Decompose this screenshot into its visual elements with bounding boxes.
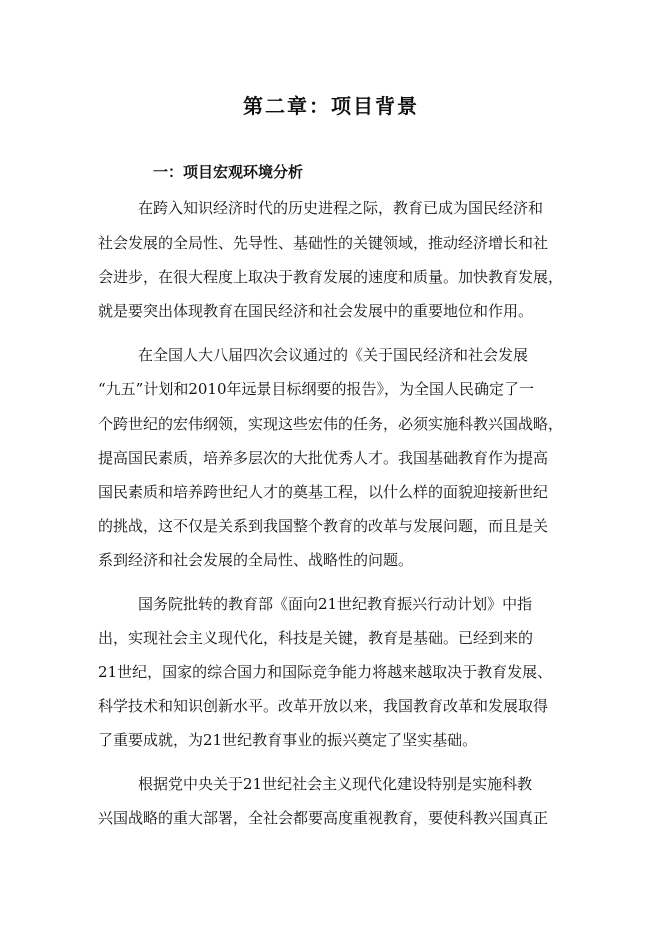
paragraph-3-line-2: 出，实现社会主义现代化，科技是关键，教育是基础。已经到来的 bbox=[98, 629, 534, 647]
chapter-title: 第二章：项目背景 bbox=[243, 94, 419, 118]
paragraph-2-line-2: “九五”计划和2010年远景目标纲要的报告》，为全国人民确定了一 bbox=[98, 380, 535, 398]
paragraph-2-line-6: 的挑战，这不仅是关系到我国整个教育的改革与发展问题，而且是关 bbox=[98, 517, 549, 535]
paragraph-3-line-1: 国务院批转的教育部《面向21世纪教育振兴行动计划》中指 bbox=[138, 595, 533, 613]
paragraph-3-line-5: 了重要成就，为21世纪教育事业的振兴奠定了坚实基础。 bbox=[98, 731, 478, 749]
paragraph-2-line-7: 系到经济和社会发展的全局性、战略性的问题。 bbox=[98, 551, 414, 569]
section-heading: 一：项目宏观环境分析 bbox=[153, 163, 304, 181]
paragraph-4-line-2: 兴国战略的重大部署，全社会都要高度重视教育，要使科教兴国真正 bbox=[98, 809, 549, 827]
paragraph-2-line-5: 国民素质和培养跨世纪人才的奠基工程，以什么样的面貌迎接新世纪 bbox=[98, 483, 549, 501]
paragraph-1-line-3: 会进步，在很大程度上取决于教育发展的速度和质量。加快教育发展， bbox=[98, 268, 564, 286]
paragraph-1-line-2: 社会发展的全局性、先导性、基础性的关键领域，推动经济增长和社 bbox=[98, 234, 549, 252]
paragraph-4-line-1: 根据党中央关于21世纪社会主义现代化建设特别是实施科教 bbox=[138, 775, 533, 793]
paragraph-2-line-3: 个跨世纪的宏伟纲领，实现这些宏伟的任务，必须实施科教兴国战略， bbox=[98, 415, 564, 433]
paragraph-3-line-4: 科学技术和知识创新水平。改革开放以来，我国教育改革和发展取得 bbox=[98, 697, 549, 715]
paragraph-3-line-3: 21世纪，国家的综合国力和国际竞争能力将越来越取决于教育发展、 bbox=[98, 663, 553, 681]
paragraph-1-line-4: 就是要突出体现教育在国民经济和社会发展中的重要地位和作用。 bbox=[98, 302, 534, 320]
paragraph-2-line-4: 提高国民素质，培养多层次的大批优秀人才。我国基础教育作为提高 bbox=[98, 449, 549, 467]
paragraph-1-line-1: 在跨入知识经济时代的历史进程之际，教育已成为国民经济和 bbox=[138, 199, 544, 217]
paragraph-2-line-1: 在全国人大八届四次会议通过的《关于国民经济和社会发展 bbox=[138, 346, 529, 364]
